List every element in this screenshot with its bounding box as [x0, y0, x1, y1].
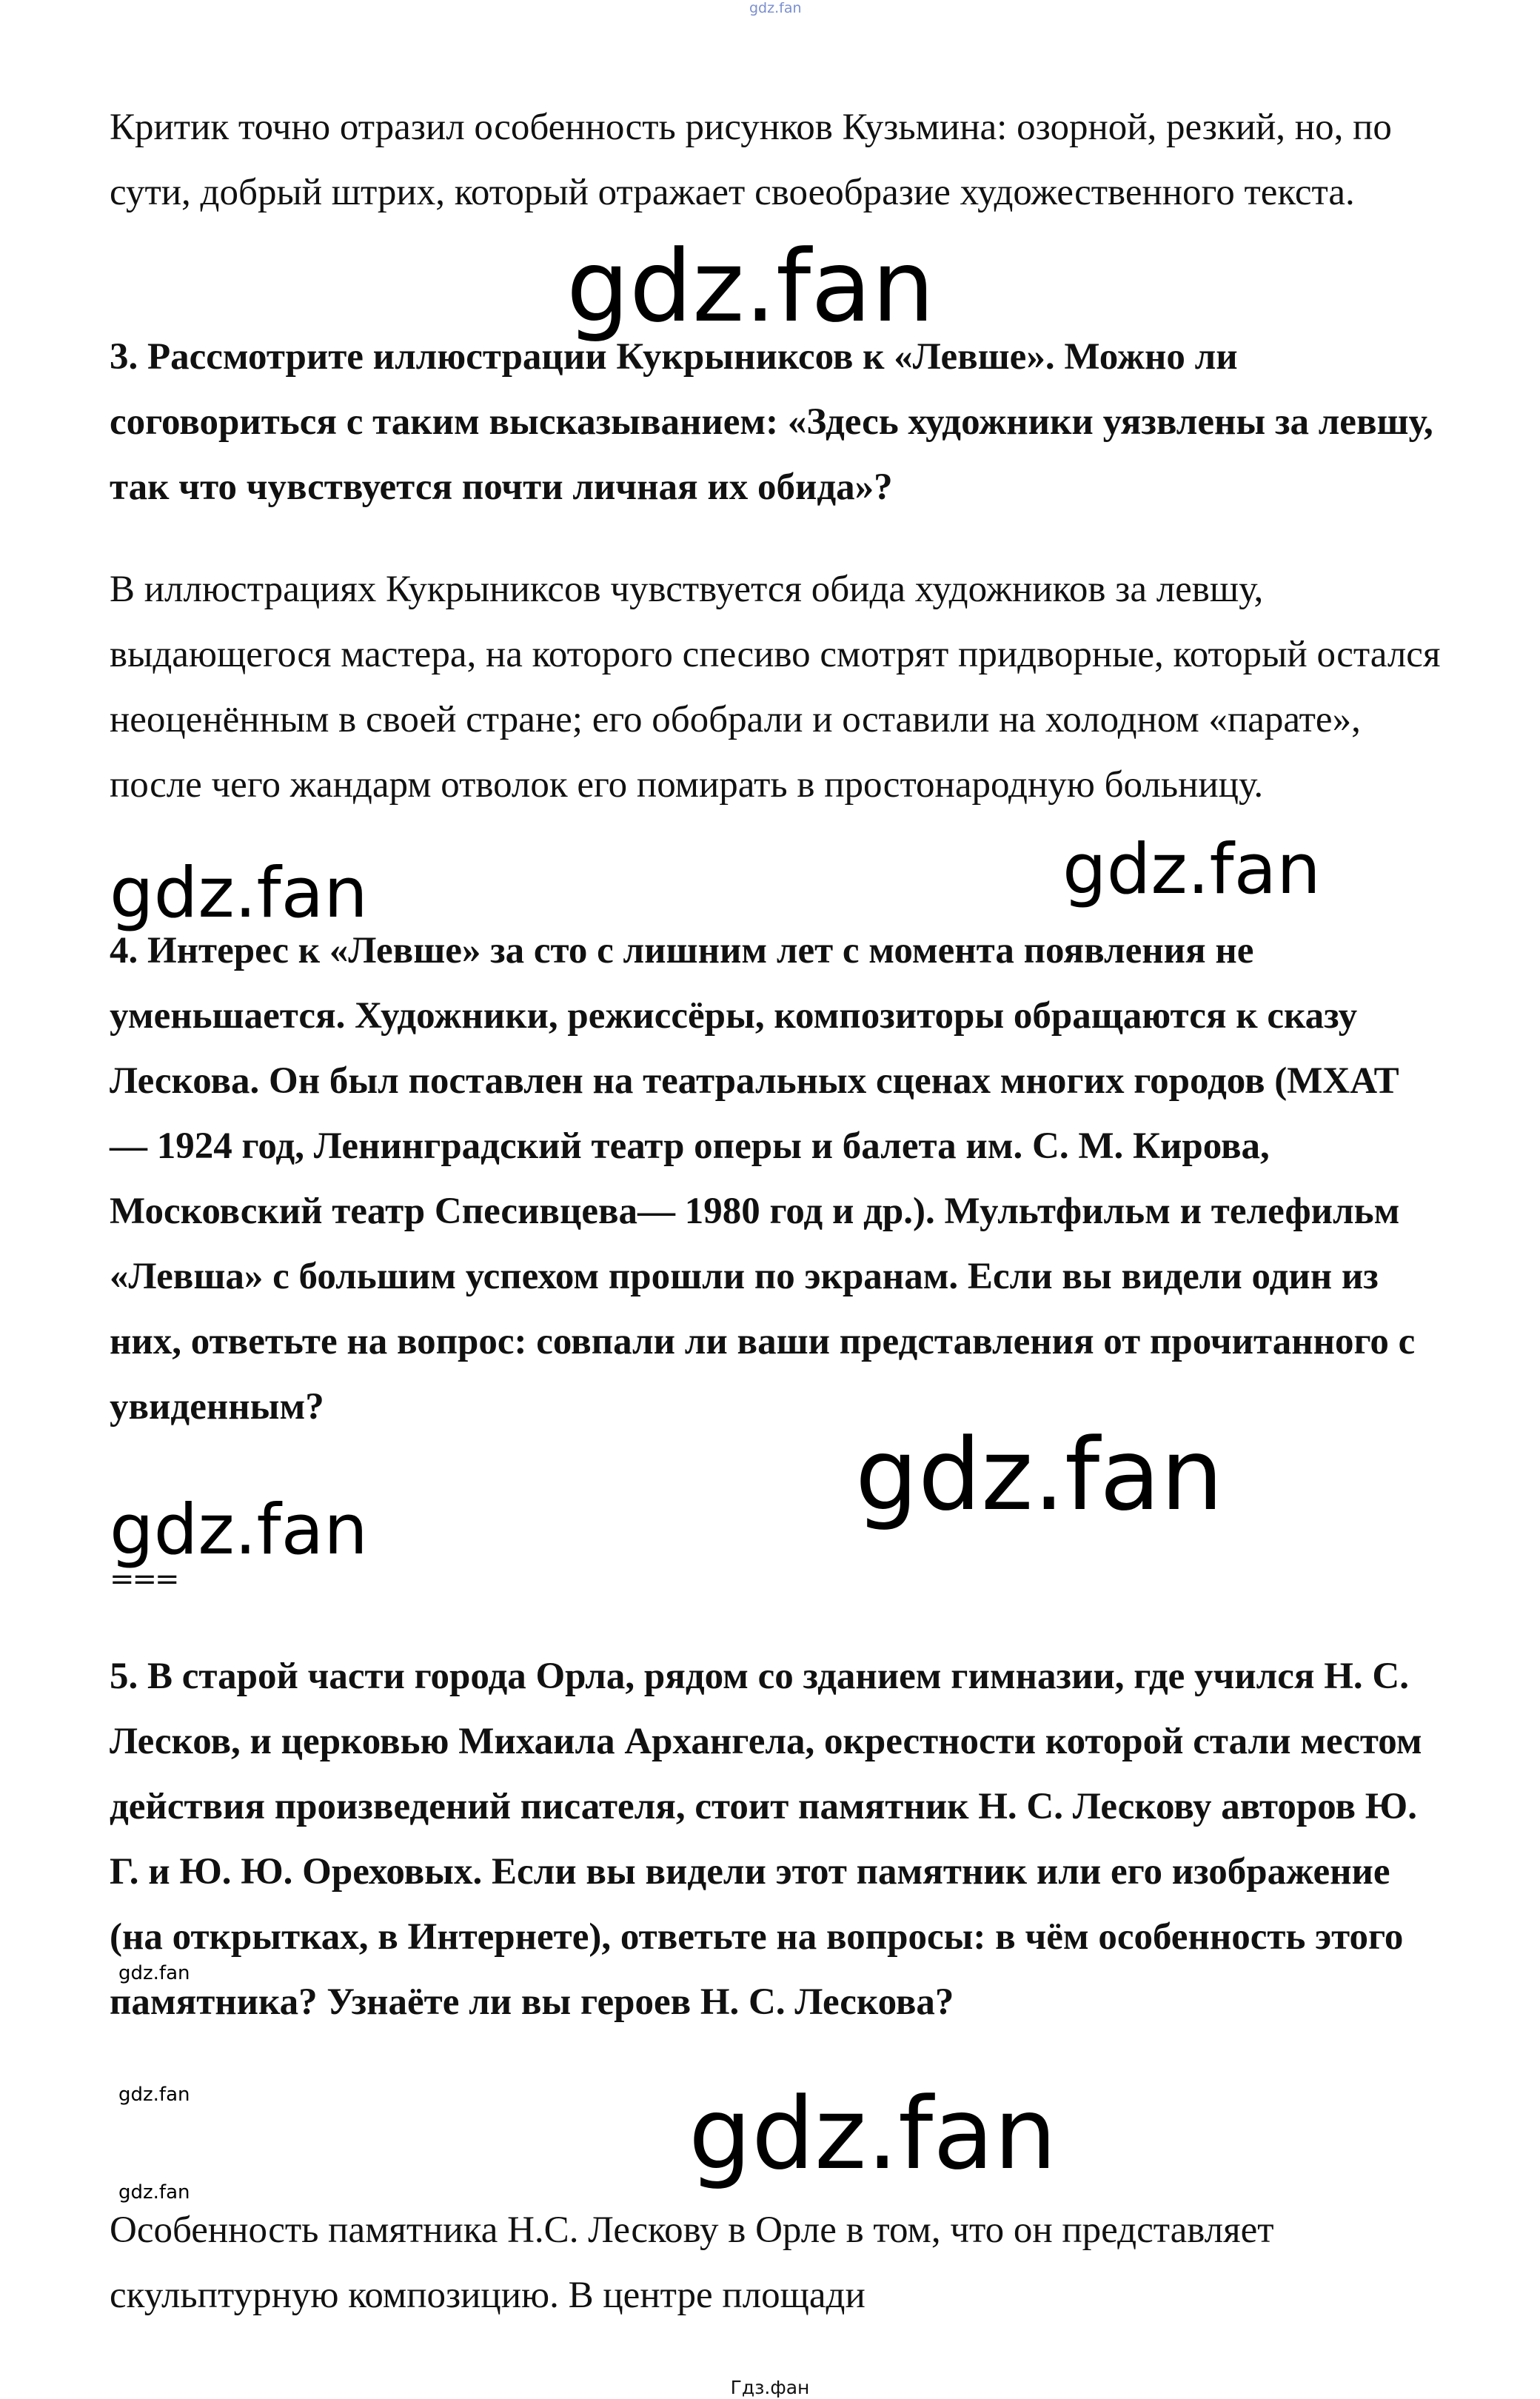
answer-5-text: Особенность памятника Н.С. Лескову в Орле в том, что он представляет скульптурную композицию. В центре площади — [110, 2209, 1274, 2316]
watermark: gdz.fan — [855, 1417, 1224, 1533]
question-4: 4. Интерес к «Левше» за сто с лишним лет с момента появления не уменьшается. Художники, режиссёры, композиторы обращаются к сказу Лескова. Он был поставлен на театральных сценах многих городов (МХАТ — 1924 год, Ленинградский театр оперы и балета им. С. М. Кирова, Московский театр Спесивцева— 1980 год и др.). Мультфильм и телефильм «Левша» с большим успехом прошли по экранам. Если вы видели один из них, ответьте на вопрос: совпали ли ваши представления от прочитанного с увиденным? — [110, 930, 1416, 1428]
watermark: gdz.fan — [110, 853, 368, 934]
watermark: gdz.fan — [1062, 829, 1321, 910]
page-footer: Гдз.фан — [730, 2377, 810, 2398]
top-watermark: gdz.fan — [749, 0, 802, 16]
watermark: gdz.fan — [689, 2076, 1057, 2192]
watermark: gdz.fan — [110, 1490, 368, 1570]
answer-4-placeholder: === — [110, 1562, 178, 1596]
watermark: gdz.fan — [566, 229, 935, 344]
question-3: 3. Рассмотрите иллюстрации Кукрыниксов к «Левше». Можно ли соговориться с таким высказыванием: «Здесь художники уязвлены за левшу, так что чувствуется почти личная их обида»? — [110, 336, 1433, 508]
small-watermark: gdz.fan — [118, 2084, 190, 2106]
small-watermark: gdz.fan — [118, 1962, 190, 1984]
answer-2-text: Критик точно отразил особенность рисунков Кузьмина: озорной, резкий, но, по сути, добрый штрих, который отражает своеобразие художественного текста. — [110, 107, 1392, 213]
answer-3-text: В иллюстрациях Кукрыниксов чувствуется обида художников за левшу, выдающегося мастера, на которого спесиво смотрят придворные, который остался неоценённым в своей стране; его обобрали и оставили на холодном «парате», после чего жандарм отволок его помирать в простонародную больницу. — [110, 569, 1441, 806]
small-watermark: gdz.fan — [118, 2181, 190, 2204]
question-5: 5. В старой части города Орла, рядом со зданием гимназии, где учился Н. С. Лесков, и церковью Михаила Архангела, окрестности которой стали местом действия произведений писателя, стоит памятник Н. С. Лескову авторов Ю. Г. и Ю. Ю. Ореховых. Если вы видели этот памятник или его изображение (на открытках, в Интернете), ответьте на вопросы: в чём особенность этого памятника? Узнаёте ли вы героев Н. С. Лескова? — [110, 1656, 1422, 2023]
